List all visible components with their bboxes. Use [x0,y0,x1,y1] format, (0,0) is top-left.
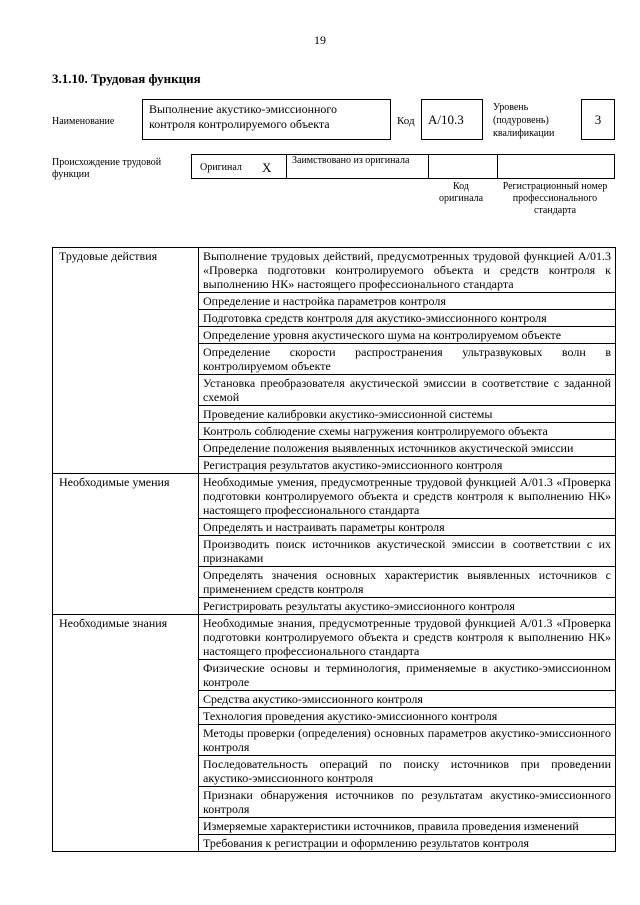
section-heading: Необходимые знания [59,616,168,630]
item-text: Определять и настраивать параметры контроля [199,519,616,536]
level-label: Уровень (подуровень) квалификации [493,102,555,139]
item-text: Регистрация результатов акустико-эмиссионного контроля [199,457,616,474]
item-text: Физические основы и терминология, применяемые в акустико-эмиссионном контроле [199,660,616,691]
item-text: Технология проведения акустико-эмиссионного контроля [199,708,616,725]
item-text: Средства акустико-эмиссионного контроля [199,691,616,708]
item-text: Выполнение трудовых действий, предусмотренных трудовой функцией A/01.3 «Проверка подготовки контролируемого объекта и средств контроля к выполнению НК» настоящего профессионального стандарта [199,248,616,293]
code-label: Код [397,115,415,127]
section-title: 3.1.10. Трудовая функция [52,71,201,86]
table-row [53,615,616,660]
item-text: Определение и настройка параметров контроля [199,293,616,310]
code-value: A/10.3 [421,99,483,140]
item-text: Необходимые умения, предусмотренные трудовой функцией A/01.3 «Проверка подготовки контролируемого объекта и средств контроля к выполнению НК» настоящего профессионального стандарта [199,474,616,519]
item-text: Проведение калибровки акустико-эмиссионной системы [199,406,616,423]
section-heading-cell [53,615,199,852]
section-heading-cell [53,474,199,615]
item-text: Измеряемые характеристики источников, правила проведения изменений [199,818,616,835]
item-text: Определение уровня акустического шума на контролируемом объекте [199,327,616,344]
item-text: Признаки обнаружения источников по результатам акустико-эмиссионного контроля [199,787,616,818]
item-text: Определение скорости распространения ультразвуковых волн в контролируемом объекте [199,344,616,375]
section-heading: Необходимые умения [59,475,170,489]
item-text: Определять значения основных характеристик выявленных источников с применением средств контроля [199,567,616,598]
name-label: Наименование [52,116,115,127]
item-text: Установка преобразователя акустической эмиссии в соответствие с заданной схемой [199,375,616,406]
page-number: 19 [314,33,326,47]
section-heading: Трудовые действия [59,249,158,263]
borrowed-label: Заимствовано из оригинала [292,155,410,166]
section-heading-cell [53,248,199,474]
code-original-caption: Код оригинала [438,181,484,204]
item-text: Подготовка средств контроля для акустико-эмиссионного контроля [199,310,616,327]
item-text: Определение положения выявленных источников акустической эмиссии [199,440,616,457]
origin-label: Происхождение трудовой функции [52,157,162,180]
item-text: Регистрировать результаты акустико-эмиссионного контроля [199,598,616,615]
name-value: Выполнение акустико-эмиссионного контроля контролируемого объекта [142,99,391,140]
original-mark: X [262,160,272,175]
table-row [53,474,616,519]
item-text: Методы проверки (определения) основных параметров акустико-эмиссионного контроля [199,725,616,756]
original-label: Оригинал [200,162,242,173]
item-text: Контроль соблюдение схемы нагружения контролируемого объекта [199,423,616,440]
registration-number-caption: Регистрационный номер профессионального стандарта [502,181,608,216]
level-value: 3 [581,99,615,140]
labor-function-table [52,247,616,852]
item-text: Необходимые знания, предусмотренные трудовой функцией A/01.3 «Проверка подготовки контролируемого объекта и средств контроля к выполнению НК» настоящего профессионального стандарта [199,615,616,660]
table-row [53,248,616,293]
item-text: Требования к регистрации и оформлению результатов контроля [199,835,616,852]
item-text: Производить поиск источников акустической эмиссии в соответствии с их признаками [199,536,616,567]
item-text: Последовательность операций по поиску источников при проведении акустико-эмиссионного контроля [199,756,616,787]
